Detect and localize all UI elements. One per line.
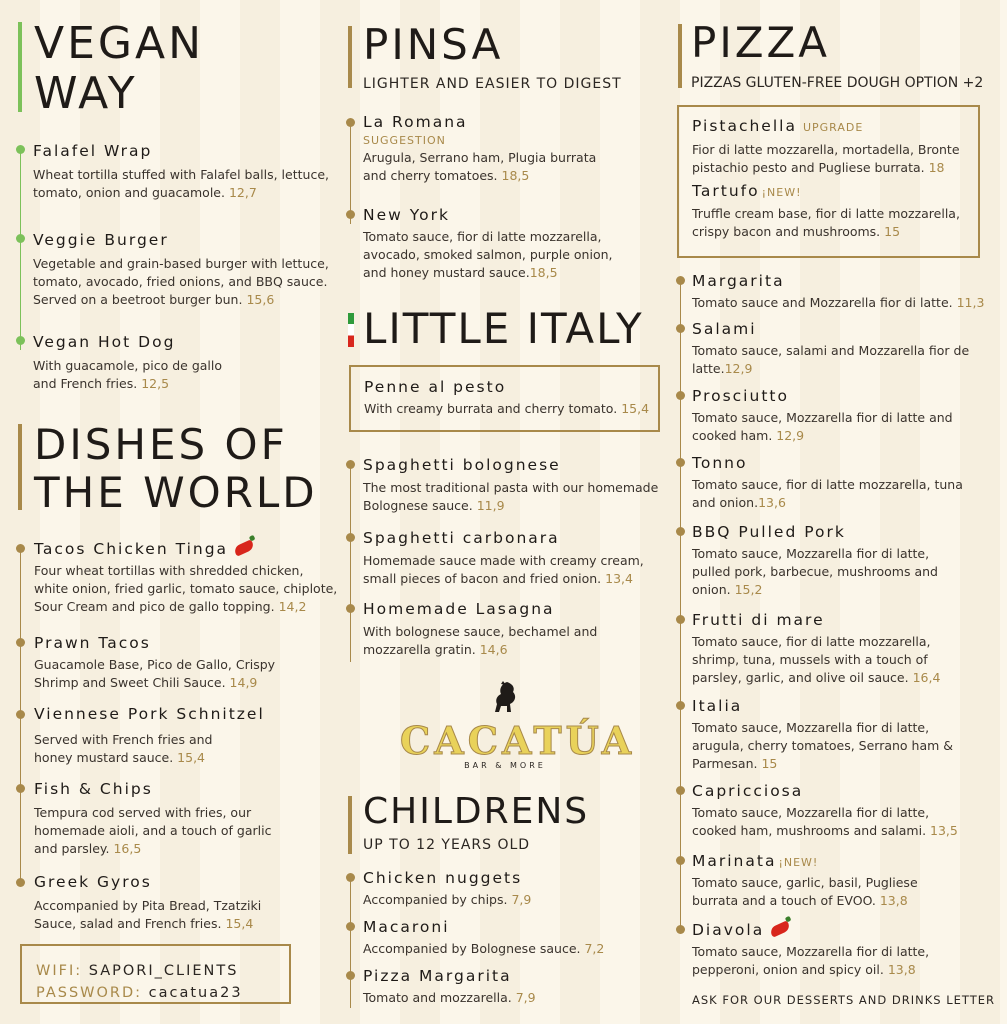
featured-box (349, 365, 660, 432)
item-price: 7,9 (515, 990, 536, 1005)
chili-pepper-icon (233, 539, 255, 557)
item-bullet (346, 604, 355, 613)
menu-item (692, 523, 952, 599)
item-name: La Romana (363, 113, 468, 131)
menu-item (363, 967, 663, 1007)
world-title-bar (18, 424, 22, 510)
menu-item (34, 540, 340, 616)
menu-item (33, 231, 333, 309)
item-description: Accompanied by Bolognese sauce. 7,2 (363, 941, 605, 956)
item-price: 15,6 (246, 292, 275, 307)
item-price: 7,9 (511, 892, 532, 907)
item-description: Tomato sauce, Mozzarella fior di latte and cooked ham. 12,9 (692, 410, 953, 443)
vegan-title-bar (18, 22, 22, 112)
item-price: 14,6 (479, 642, 508, 657)
item-price: 15 (884, 224, 901, 239)
item-price: 14,2 (278, 599, 307, 614)
item-description: Tomato sauce, Mozzarella fior di latte, arugula, cherry tomatoes, Serrano ham & Parmesan. 15 (692, 720, 954, 771)
menu-item (692, 320, 972, 378)
item-name: Veggie Burger (33, 231, 169, 249)
item-name: Pizza Margarita (363, 967, 512, 985)
item-bullet (676, 391, 685, 400)
item-description: Guacamole Base, Pico de Gallo, Crispy Shrimp and Sweet Chili Sauce. 14,9 (34, 657, 276, 690)
item-name: Penne al pesto (364, 378, 507, 396)
item-price: 12,7 (228, 185, 257, 200)
menu-item (363, 456, 663, 515)
pinsa-subtitle: LIGHTER AND EASIER TO DIGEST (363, 76, 622, 92)
item-name: Chicken nuggets (363, 869, 523, 887)
item-name: Salami (692, 320, 757, 338)
menu-item (363, 918, 663, 958)
item-bullet (676, 527, 685, 536)
item-bullet (676, 786, 685, 795)
item-price: 13,8 (879, 893, 908, 908)
item-name: New York (363, 206, 450, 224)
menu-item (692, 852, 932, 910)
item-price: 7,2 (584, 941, 605, 956)
menu-item (692, 272, 1007, 312)
childrens-title-bar (348, 796, 352, 854)
new-badge: ¡NEW! (761, 186, 802, 199)
menu-item (34, 705, 265, 767)
item-description: Tomato sauce, Mozzarella fior di latte, pulled pork, barbecue, mushrooms and onion. 15,2 (692, 546, 938, 597)
menu-item (363, 869, 663, 909)
item-price: 16,4 (912, 670, 941, 685)
italy-rail (350, 462, 351, 662)
item-description: Served with French fries and honey mustard sauce. 15,4 (34, 732, 213, 765)
item-bullet (16, 145, 25, 154)
item-name: Vegan Hot Dog (33, 333, 176, 351)
item-bullet (16, 544, 25, 553)
item-bullet (346, 922, 355, 931)
item-bullet (16, 234, 25, 243)
item-name: Prawn Tacos (34, 634, 151, 652)
item-description: With guacamole, pico de gallo and French fries. 12,5 (33, 358, 223, 391)
item-name: Tonno (692, 454, 748, 472)
item-price: 11,9 (476, 498, 505, 513)
item-bullet (676, 856, 685, 865)
menu-item (34, 780, 284, 858)
item-price: 15,4 (225, 916, 254, 931)
item-description: Tomato sauce, fior di latte mozzarella, avocado, smoked salmon, purple onion, and honey mustard sauce.18,5 (363, 229, 613, 280)
item-description: Tomato sauce and Mozzarella fior di latte. 11,3 (692, 295, 985, 310)
item-price: 14,9 (229, 675, 258, 690)
item-name: Diavola (692, 921, 765, 939)
item-description: Four wheat tortillas with shredded chicken, white onion, fried garlic, tomato sauce, chiplote, Sour Cream and pico de gallo topping. 14,2 (34, 563, 338, 614)
logo-name: CACATÚA (400, 718, 636, 763)
password-line (36, 982, 289, 1004)
item-name: Macaroni (363, 918, 450, 936)
menu-item (34, 873, 274, 933)
brand-logo (400, 680, 636, 770)
menu-item (33, 142, 333, 202)
item-bullet (346, 460, 355, 469)
item-price: 12,5 (141, 376, 170, 391)
item-bullet (346, 118, 355, 127)
pizza-featured-box (677, 105, 980, 258)
item-bullet (346, 533, 355, 542)
world-title-line1: DISHES OF (34, 420, 288, 469)
item-name: Prosciutto (692, 387, 789, 405)
menu-item (692, 611, 952, 687)
suggestion-badge: SUGGESTION (363, 134, 446, 147)
item-bullet (16, 710, 25, 719)
pizza-title: PIZZA (691, 18, 830, 67)
item-description: Accompanied by chips. 7,9 (363, 892, 532, 907)
item-name: Marinata (692, 852, 777, 870)
item-name: Falafel Wrap (33, 142, 153, 160)
wifi-password: cacatua23 (148, 985, 243, 1001)
item-price: 13,6 (758, 495, 786, 510)
item-name: Frutti di mare (692, 611, 825, 629)
menu-item (692, 387, 972, 445)
item-description: With bolognese sauce, bechamel and mozzarella gratin. 14,6 (363, 624, 598, 657)
item-name: Viennese Pork Schnitzel (34, 705, 265, 723)
item-price: 15,4 (621, 401, 650, 416)
pinsa-title-bar (348, 26, 352, 88)
item-price: 11,3 (956, 295, 985, 310)
item-price: 18,5 (501, 168, 530, 183)
menu-item (692, 921, 952, 979)
wifi-network: SAPORI_CLIENTS (88, 963, 239, 979)
world-title-line2: THE WORLD (34, 468, 318, 517)
item-name: Fish & Chips (34, 780, 153, 798)
item-price: 13,4 (605, 571, 633, 586)
menu-item (33, 333, 243, 393)
childrens-rail (350, 876, 351, 1008)
item-price: 16,5 (113, 841, 142, 856)
chili-pepper-icon (769, 920, 791, 938)
item-bullet (676, 701, 685, 710)
item-bullet (16, 336, 25, 345)
wifi-line (36, 960, 289, 982)
item-name: Greek Gyros (34, 873, 152, 891)
item-name: Spaghetti carbonara (363, 529, 560, 547)
item-name: BBQ Pulled Pork (692, 523, 846, 541)
item-description: Tempura cod served with fries, our homemade aioli, and a touch of garlic and parsley. 16,5 (34, 805, 272, 856)
item-price: 13,8 (887, 962, 916, 977)
pizza-subtitle: PIZZAS GLUTEN-FREE DOUGH OPTION +2 (691, 75, 984, 91)
childrens-title: CHILDRENS (363, 791, 590, 832)
vegan-title-line2: WAY (34, 68, 138, 119)
password-label: PASSWORD: (36, 985, 143, 1001)
menu-item (363, 113, 623, 185)
item-description: Homemade sauce made with creamy cream, small pieces of bacon and fried onion. 13,4 (363, 553, 644, 586)
item-name: Homemade Lasagna (363, 600, 555, 618)
item-bullet (16, 878, 25, 887)
item-bullet (346, 873, 355, 882)
item-description: Tomato sauce, Mozzarella fior di latte, cooked ham, mushrooms and salami. 13,5 (692, 805, 958, 838)
childrens-subtitle: UP TO 12 YEARS OLD (363, 837, 531, 853)
menu-item (692, 697, 967, 773)
menu-item (692, 782, 967, 840)
menu-item (363, 529, 663, 588)
pizza-title-bar (678, 24, 682, 88)
menu-item (363, 206, 625, 282)
item-bullet (346, 210, 355, 219)
item-price: 18,5 (529, 265, 558, 280)
item-name: Tacos Chicken Tinga (34, 540, 229, 558)
vegan-title-line1: VEGAN (34, 18, 205, 69)
item-bullet (676, 925, 685, 934)
wifi-box (20, 944, 291, 1004)
wifi-label: WIFI: (36, 963, 83, 979)
item-description: Tomato sauce, garlic, basil, Pugliese burrata and a touch of EVOO. 13,8 (692, 875, 918, 908)
item-bullet (676, 324, 685, 333)
item-name: Spaghetti bolognese (363, 456, 561, 474)
item-description: The most traditional pasta with our homemade Bolognese sauce. 11,9 (363, 480, 659, 513)
item-name: Italia (692, 697, 743, 715)
item-description: Tomato sauce, Mozzarella fior di latte, pepperoni, onion and spicy oil. 13,8 (692, 944, 930, 977)
desserts-drinks-note: ASK FOR OUR DESSERTS AND DRINKS LETTER (692, 993, 996, 1007)
item-bullet (346, 971, 355, 980)
item-bullet (16, 784, 25, 793)
cockatoo-logo-icon (485, 680, 525, 714)
item-price: 15 (761, 756, 778, 771)
upgrade-badge: UPGRADE (802, 121, 864, 134)
italian-flag-icon (348, 313, 354, 347)
pinsa-rail (350, 124, 351, 224)
pinsa-title: PINSA (363, 20, 504, 69)
item-price: 15,2 (734, 582, 763, 597)
item-price: 13,5 (930, 823, 958, 838)
item-description: Arugula, Serrano ham, Plugia burrata and cherry tomatoes. 18,5 (363, 150, 597, 183)
new-badge: ¡NEW! (778, 856, 819, 869)
item-description: Wheat tortilla stuffed with Falafel balls, lettuce, tomato, onion and guacamole. 12,7 (33, 167, 329, 200)
vegan-rail (20, 150, 21, 350)
item-description: Accompanied by Pita Bread, Tzatziki Sauce, salad and French fries. 15,4 (34, 898, 262, 931)
item-bullet (676, 615, 685, 624)
menu-item (363, 600, 623, 659)
item-price: 12,9 (724, 361, 753, 376)
item-bullet (16, 638, 25, 647)
menu-item (692, 454, 972, 512)
item-description: Truffle cream base, fior di latte mozzarella, crispy bacon and mushrooms. 15 (692, 206, 960, 239)
item-description: Vegetable and grain-based burger with lettuce, tomato, avocado, fried onions, and BBQ sauce. Served on a beetroot burger bun. 15,6 (33, 256, 329, 307)
item-description: Tomato sauce, salami and Mozzarella fior de latte.12,9 (692, 343, 970, 376)
item-name: Pistachella (692, 117, 797, 135)
menu-item (34, 634, 294, 692)
item-description: With creamy burrata and cherry tomato. 15,4 (364, 401, 650, 416)
item-description: Tomato sauce, fior di latte mozzarella, tuna and onion.13,6 (692, 477, 963, 510)
item-description: Tomato and mozzarella. 7,9 (363, 990, 536, 1005)
item-description: Tomato sauce, fior di latte mozzarella, shrimp, tuna, mussels with a touch of parsley, garlic, and olive oil sauce. 16,4 (692, 634, 941, 685)
item-description: Fior di latte mozzarella, mortadella, Bronte pistachio pesto and Pugliese burrata. 18 (692, 142, 960, 175)
item-price: 18 (928, 160, 945, 175)
item-price: 12,9 (776, 428, 805, 443)
logo-tagline: BAR & MORE (464, 761, 546, 770)
item-name: Tartufo (692, 182, 760, 200)
item-name: Capricciosa (692, 782, 804, 800)
item-name: Margarita (692, 272, 785, 290)
item-bullet (676, 458, 685, 467)
item-price: 15,4 (177, 750, 206, 765)
italy-title: LITTLE ITALY (363, 304, 644, 353)
pizza-rail (680, 280, 681, 930)
item-bullet (676, 276, 685, 285)
